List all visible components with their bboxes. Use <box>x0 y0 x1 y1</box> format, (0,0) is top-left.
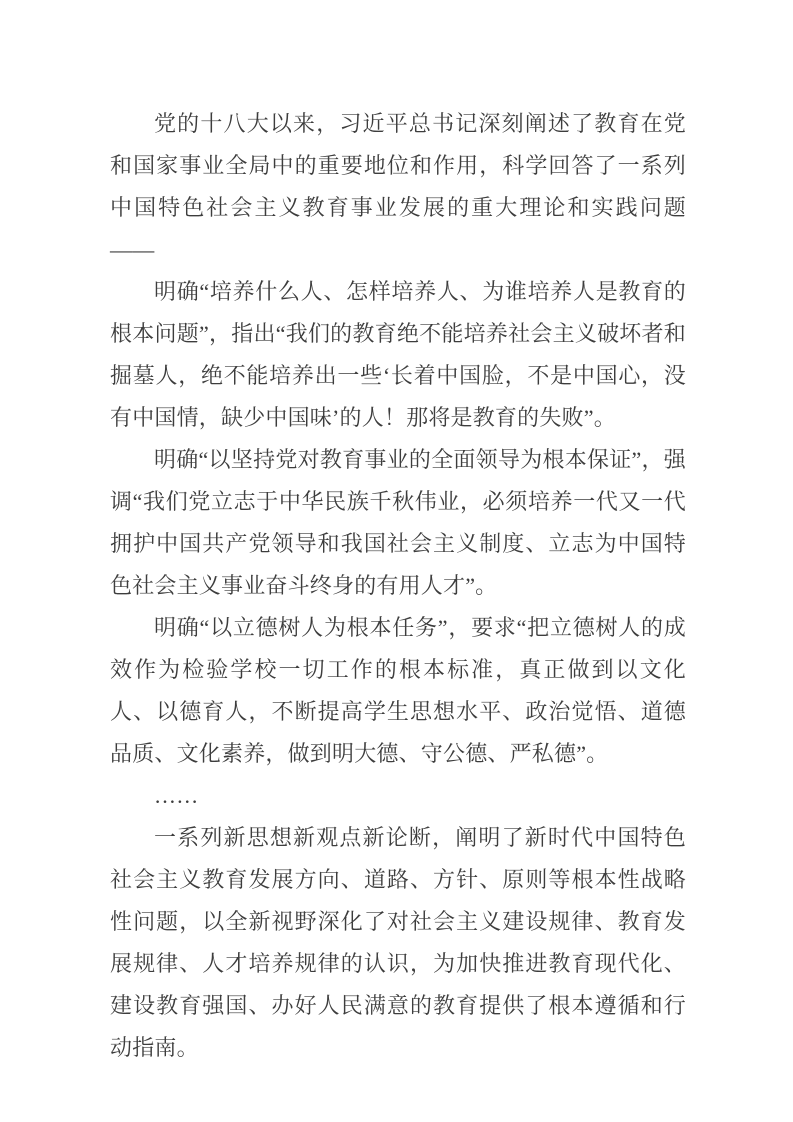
paragraph-quote-3: 明确“以立德树人为根本任务”，要求“把立德树人的成效作为检验学校一切工作的根本标准，真正做到以文化人、以德育人，不断提高学生思想水平、政治觉悟、道德品质、文化素养，做到明大德、守公德、严私德”。 <box>110 615 686 766</box>
paragraph-conclusion: 一系列新思想新观点新论断，阐明了新时代中国特色社会主义教育发展方向、道路、方针、原则等根本性战略性问题，以全新视野深化了对社会主义建设规律、教育发展规律、人才培养规律的认识，为加快推进教育现代化、建设教育强国、办好人民满意的教育提供了根本遵循和行动指南。 <box>110 825 686 1060</box>
paragraph-intro: 党的十八大以来，习近平总书记深刻阐述了教育在党和国家事业全局中的重要地位和作用，科学回答了一系列中国特色社会主义教育事业发展的重大理论和实践问题—— <box>110 111 686 262</box>
paragraph-quote-2: 明确“以坚持党对教育事业的全面领导为根本保证”，强调“我们党立志于中华民族千秋伟业，必须培养一代又一代拥护中国共产党领导和我国社会主义制度、立志为中国特色社会主义事业奋斗终身的有用人才”。 <box>110 447 686 598</box>
paragraph-quote-1: 明确“培养什么人、怎样培养人、为谁培养人是教育的根本问题”，指出“我们的教育绝不能培养社会主义破坏者和掘墓人，绝不能培养出一些‘长着中国脸，不是中国心，没有中国情，缺少中国味’的人！那将是教育的失败”。 <box>110 279 686 430</box>
paragraph-ellipsis: …… <box>154 783 199 808</box>
document-text-block <box>110 103 686 1069</box>
